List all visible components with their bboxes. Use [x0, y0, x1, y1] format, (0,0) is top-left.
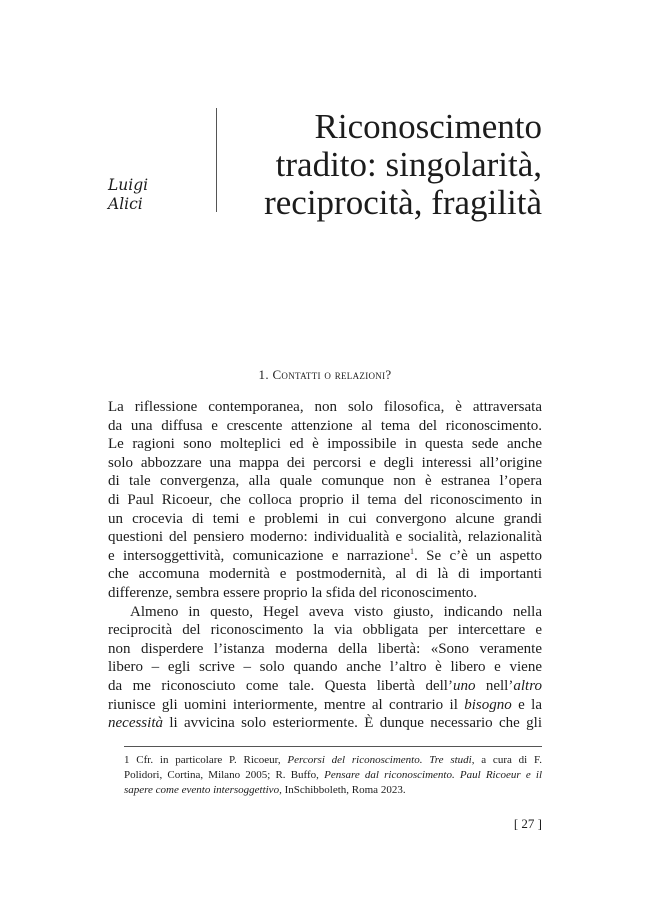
footnote — [124, 753, 542, 798]
footnote-reference[interactable]: 1 — [410, 546, 415, 556]
italic-word: necessità — [108, 715, 163, 732]
text-line: libero – egli scrive – solo quando anche l’altro è libero e viene — [108, 659, 542, 676]
text-line: reciprocità del riconoscimento la via obbligata per intercettare e — [108, 622, 542, 639]
text-line: da una diffusa e crescente attenzione al tema del riconoscimento. — [108, 417, 542, 434]
footnote-line — [124, 753, 542, 768]
article-title — [222, 108, 542, 222]
text-line: di tale convergenza, alla quale comunque non è estranea l’opera — [108, 473, 542, 490]
body-text — [108, 398, 542, 733]
footnote-line — [124, 768, 542, 783]
author-last-name: Alici — [108, 195, 143, 213]
text-line — [108, 696, 542, 715]
text-line: Almeno in questo, Hegel aveva visto giusto, indicando nella — [130, 603, 542, 620]
italic-word: altro — [513, 677, 542, 694]
text-fragment: InSchibboleth, Roma 2023. — [281, 784, 406, 796]
text-line: questioni del pensiero moderno: individualità e socialità, relazionalità — [108, 529, 542, 546]
title-divider — [216, 108, 217, 212]
text-line: La riflessione contemporanea, non solo filosofica, è attraversata — [108, 399, 542, 415]
text-fragment: 1 Cfr. in particolare P. Ricoeur, — [124, 754, 288, 766]
text-fragment: Polidori, Cortina, Milano 2005; R. Buffo, — [124, 769, 325, 781]
text-fragment: e la — [511, 696, 542, 713]
text-line: non disperdere l’istanza moderna della libertà: «Sono veramente — [108, 640, 542, 657]
text-fragment: da me riconosciuto come tale. Questa libertà dell’ — [108, 677, 453, 694]
italic-title: Percorsi del riconoscimento. Tre studi — [287, 754, 472, 766]
text-fragment: li avvicina solo esteriormente. È dunque necessario che gli — [162, 715, 542, 732]
text-line: di Paul Ricoeur, che colloca proprio il tema del riconoscimento in — [108, 491, 542, 508]
title-line: Riconoscimento — [314, 107, 542, 146]
text-line: che accomuna modernità e postmodernità, al di là di importanti — [108, 566, 542, 583]
author-first-name: Luigi — [108, 176, 149, 194]
italic-word: uno — [452, 677, 476, 694]
text-line: solo abbozzare una mappa dei percorsi e degli interessi all’origine — [108, 454, 542, 471]
italic-title: sapere come evento intersoggettivo, — [124, 784, 282, 796]
text-line — [108, 714, 542, 733]
text-line — [108, 547, 542, 566]
text-fragment: riunisce gli uomini interiormente, mentre al contrario il — [108, 696, 465, 713]
author-name — [108, 176, 198, 214]
text-fragment: e intersoggettività, comunicazione e narrazione — [108, 547, 411, 564]
text-fragment: nell’ — [475, 677, 514, 694]
footnote-line — [124, 783, 542, 798]
title-line: tradito: singolarità, — [275, 145, 542, 184]
text-line: Le ragioni sono molteplici ed è impossibile in questa sede anche — [108, 436, 542, 453]
section-number: 1. — [258, 367, 269, 382]
footnote-divider — [124, 746, 542, 747]
section-title: Contatti o relazioni? — [272, 367, 392, 382]
text-fragment: , a cura di F. — [471, 754, 542, 766]
text-fragment: . Se c’è un aspetto — [414, 547, 542, 564]
italic-title: Pensare dal riconoscimento. Paul Ricoeur e il — [324, 769, 542, 781]
title-line: reciprocità, fragilità — [264, 183, 542, 222]
text-line: differenze, sembra essere proprio la sfida del riconoscimento. — [108, 584, 478, 601]
text-line: un crocevia di temi e problemi in cui convergono alcune grandi — [108, 510, 542, 527]
page-number: [ 27 ] — [513, 816, 542, 831]
text-line — [108, 677, 542, 696]
italic-word: bisogno — [464, 696, 512, 713]
section-heading — [108, 367, 542, 383]
